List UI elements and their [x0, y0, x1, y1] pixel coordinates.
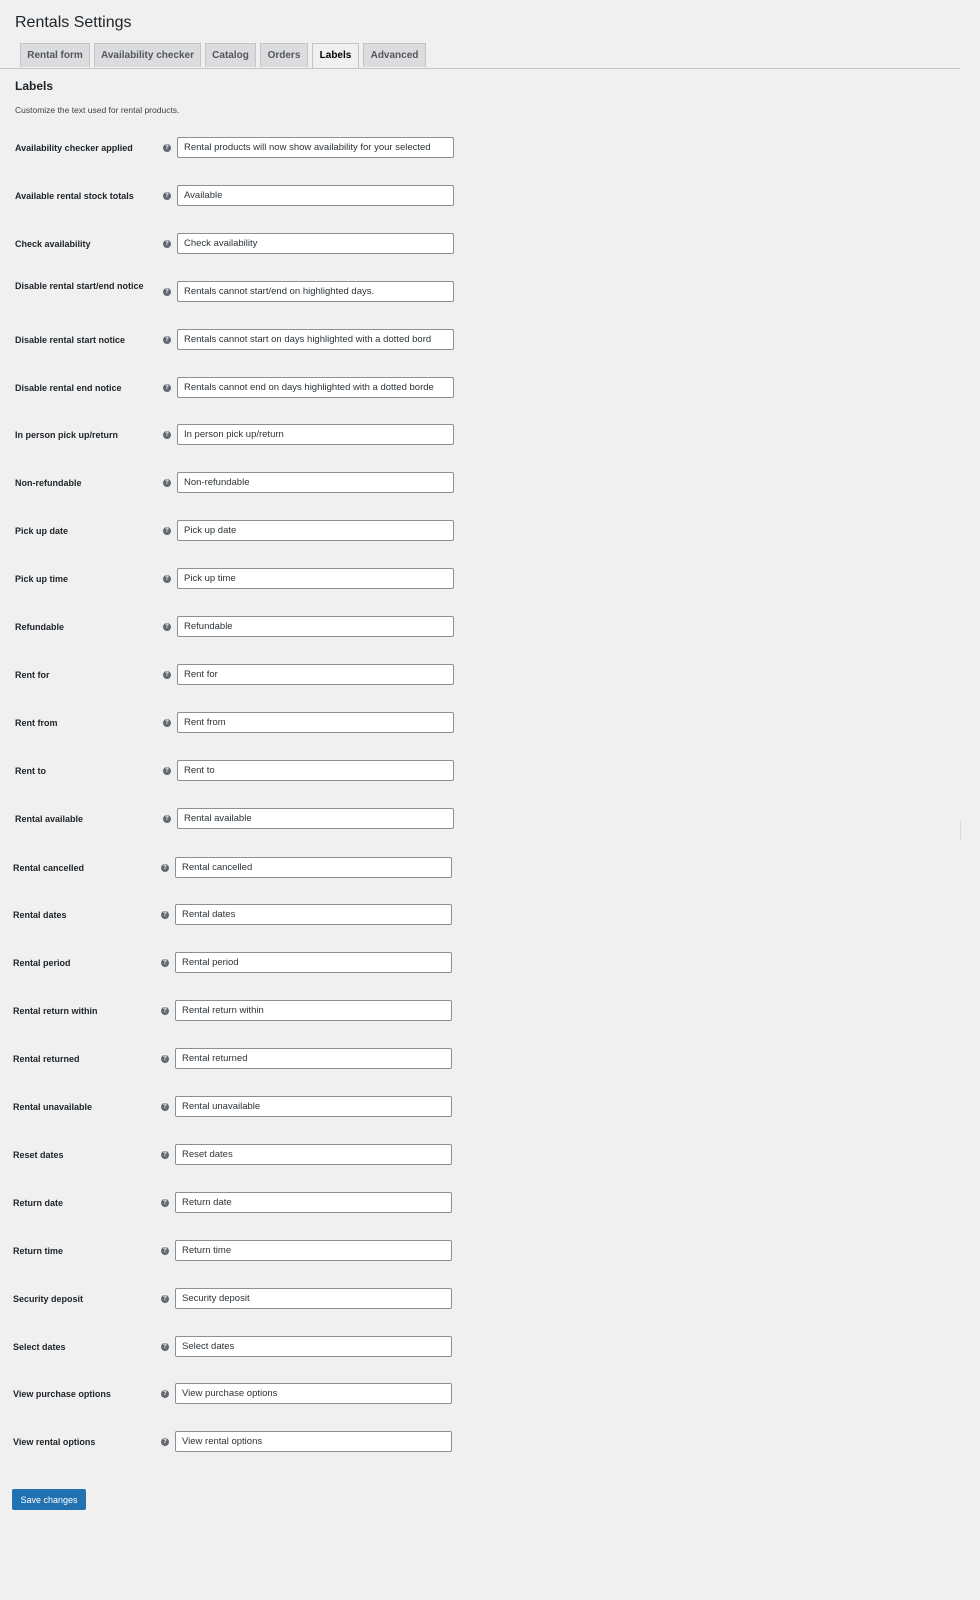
- help-tip-icon[interactable]: ?: [161, 1151, 169, 1159]
- setting-text-input[interactable]: [177, 520, 454, 541]
- setting-label: Check availability: [15, 238, 91, 249]
- setting-label: Return time: [13, 1245, 64, 1256]
- setting-label: Rental unavailable: [13, 1102, 93, 1112]
- help-tip-icon[interactable]: ?: [163, 815, 171, 823]
- setting-text-input[interactable]: [177, 472, 454, 493]
- edge-divider: [960, 820, 961, 840]
- tab-catalog[interactable]: Catalog: [205, 43, 256, 67]
- setting-text-input[interactable]: [177, 329, 454, 350]
- setting-text-input[interactable]: [175, 1288, 452, 1309]
- setting-text-input[interactable]: [175, 1048, 452, 1069]
- setting-label: In person pick up/return: [15, 430, 119, 441]
- help-tip-icon[interactable]: ?: [161, 1343, 169, 1351]
- setting-row: [0, 952, 470, 974]
- setting-row: [0, 1000, 470, 1022]
- setting-row: [0, 1144, 470, 1166]
- setting-row: [0, 904, 470, 926]
- setting-text-input[interactable]: [177, 664, 454, 685]
- setting-row: [0, 1240, 470, 1262]
- help-tip-icon[interactable]: ?: [163, 719, 171, 727]
- help-tip-icon[interactable]: ?: [163, 144, 171, 152]
- setting-text-input[interactable]: [175, 904, 452, 925]
- help-tip-icon[interactable]: ?: [161, 1438, 169, 1446]
- setting-text-input[interactable]: [175, 1192, 452, 1213]
- setting-text-input[interactable]: [177, 137, 454, 158]
- setting-label: Select dates: [13, 1341, 66, 1352]
- setting-text-input[interactable]: [177, 568, 454, 589]
- setting-text-input[interactable]: [175, 952, 452, 973]
- setting-text-input[interactable]: [175, 1144, 452, 1165]
- setting-text-input[interactable]: [177, 808, 454, 829]
- setting-row: [0, 1288, 470, 1310]
- setting-row: [0, 760, 470, 782]
- save-button[interactable]: Save changes: [12, 1489, 86, 1510]
- setting-row: [0, 1431, 470, 1453]
- help-tip-icon[interactable]: ?: [163, 288, 171, 296]
- setting-label: Rental period: [13, 958, 71, 969]
- help-tip-icon[interactable]: ?: [161, 1247, 169, 1255]
- help-tip-icon[interactable]: ?: [163, 575, 171, 583]
- help-tip-icon[interactable]: ?: [163, 384, 171, 392]
- setting-label: Non-refundable: [15, 478, 82, 489]
- setting-label: Available rental stock totals: [15, 190, 134, 201]
- section-title: Labels: [15, 79, 54, 93]
- setting-label: View rental options: [13, 1437, 96, 1448]
- setting-row: [0, 472, 470, 494]
- tab-orders[interactable]: Orders: [260, 43, 308, 67]
- setting-text-input[interactable]: [175, 1240, 452, 1261]
- setting-text-input[interactable]: [177, 185, 454, 206]
- setting-row: [0, 616, 470, 638]
- help-tip-icon[interactable]: ?: [161, 1007, 169, 1015]
- section-description: Customize the text used for rental products.: [15, 105, 180, 115]
- setting-text-input[interactable]: [175, 1096, 452, 1117]
- setting-label: Disable rental start/end notice: [15, 280, 144, 291]
- setting-text-input[interactable]: [177, 377, 454, 398]
- setting-row: [0, 281, 470, 303]
- help-tip-icon[interactable]: ?: [161, 1055, 169, 1063]
- setting-label: Refundable: [15, 622, 65, 632]
- help-tip-icon[interactable]: ?: [161, 1103, 169, 1111]
- help-tip-icon[interactable]: ?: [163, 431, 171, 439]
- help-tip-icon[interactable]: ?: [163, 240, 171, 248]
- setting-row: [0, 329, 470, 351]
- setting-text-input[interactable]: [177, 281, 454, 302]
- setting-label: Return date: [13, 1197, 64, 1208]
- setting-label: Security deposit: [13, 1293, 84, 1304]
- setting-label: Rental cancelled: [13, 862, 85, 873]
- setting-row: [0, 377, 470, 399]
- help-tip-icon[interactable]: ?: [163, 479, 171, 487]
- setting-row: [0, 1192, 470, 1214]
- help-tip-icon[interactable]: ?: [161, 1390, 169, 1398]
- setting-label: Rental dates: [13, 910, 67, 921]
- tab-labels[interactable]: Labels: [312, 43, 359, 68]
- setting-label: Rental returned: [13, 1054, 80, 1065]
- setting-row: [0, 1383, 470, 1405]
- help-tip-icon[interactable]: ?: [163, 336, 171, 344]
- help-tip-icon[interactable]: ?: [161, 911, 169, 919]
- setting-label: Disable rental end notice: [15, 382, 122, 393]
- setting-text-input[interactable]: [177, 712, 454, 733]
- setting-row: [0, 1048, 470, 1070]
- setting-label: Pick up date: [15, 526, 69, 537]
- tab-rental-form[interactable]: Rental form: [20, 43, 90, 67]
- page-title: Rentals Settings: [15, 14, 132, 31]
- tab-availability-checker[interactable]: Availability checker: [94, 43, 201, 67]
- help-tip-icon[interactable]: ?: [163, 623, 171, 631]
- setting-row: [0, 233, 470, 255]
- setting-text-input[interactable]: [177, 616, 454, 637]
- setting-label: Disable rental start notice: [15, 334, 126, 345]
- help-tip-icon[interactable]: ?: [161, 1295, 169, 1303]
- setting-label: View purchase options: [13, 1389, 111, 1400]
- setting-text-input[interactable]: [175, 857, 452, 878]
- setting-text-input[interactable]: [177, 233, 454, 254]
- help-tip-icon[interactable]: ?: [161, 864, 169, 872]
- tab-advanced[interactable]: Advanced: [363, 43, 426, 67]
- setting-label: Rent to: [15, 765, 46, 776]
- setting-row: [0, 1096, 470, 1118]
- setting-row: [0, 857, 470, 879]
- setting-label: Pick up time: [15, 574, 69, 585]
- setting-row: [0, 568, 470, 590]
- setting-row: [0, 424, 470, 446]
- settings-tabs: [0, 43, 960, 69]
- setting-row: [0, 1336, 470, 1358]
- setting-label: Rental return within: [13, 1006, 98, 1017]
- setting-text-input[interactable]: [175, 1431, 452, 1452]
- setting-row: [0, 808, 470, 830]
- help-tip-icon[interactable]: ?: [163, 527, 171, 535]
- setting-label: Availability checker applied: [15, 143, 133, 153]
- help-tip-icon[interactable]: ?: [163, 767, 171, 775]
- setting-text-input[interactable]: [175, 1000, 452, 1021]
- setting-row: [0, 137, 470, 159]
- setting-label: Rental available: [15, 813, 84, 824]
- setting-text-input[interactable]: [175, 1336, 452, 1357]
- setting-text-input[interactable]: [177, 424, 454, 445]
- help-tip-icon[interactable]: ?: [161, 1199, 169, 1207]
- setting-row: [0, 664, 470, 686]
- setting-label: Reset dates: [13, 1149, 64, 1160]
- setting-text-input[interactable]: [177, 760, 454, 781]
- setting-text-input[interactable]: [175, 1383, 452, 1404]
- help-tip-icon[interactable]: ?: [163, 192, 171, 200]
- help-tip-icon[interactable]: ?: [163, 671, 171, 679]
- setting-row: [0, 520, 470, 542]
- setting-row: [0, 712, 470, 734]
- help-tip-icon[interactable]: ?: [161, 959, 169, 967]
- setting-row: [0, 185, 470, 207]
- setting-label: Rent for: [15, 669, 50, 680]
- setting-label: Rent from: [15, 717, 58, 728]
